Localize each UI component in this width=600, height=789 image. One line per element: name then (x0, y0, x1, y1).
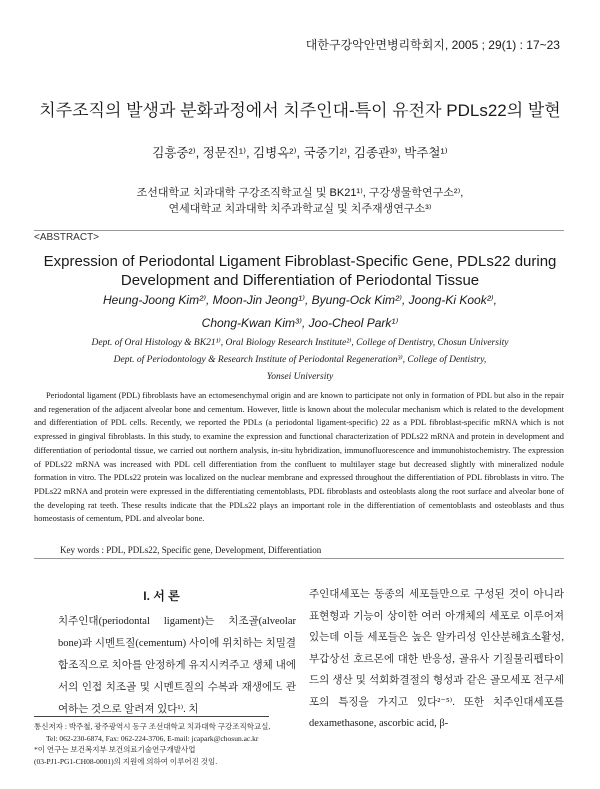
korean-affiliation-1: 조선대학교 치과대학 구강조직학교실 및 BK21¹⁾, 구강생물학연구소²⁾, (136, 187, 464, 199)
abstract-label: <ABSTRACT> (34, 232, 100, 243)
footnote-line-1: 통신저자 : 박주철, 광주광역시 동구 조선대학교 치과대학 구강조직학교실, (34, 722, 271, 731)
abstract-body: Periodontal ligament (PDL) fibroblasts have an ectomesenchymal origin and are known to participate not only in formation of PDL but also in the repair and regeneration of the adjacent alveolar bone and cementum. However, little is known about the molecular mechanism which is related to the development and differentiation of PDL cells. Recently, we reported the PDLs (a periodontal ligament-specific) 22 as a PDL fibroblast-specific mRNA which is not expressed in gingival fibroblasts. In this study, to examine the expression and functional characterization of PDLs22 mRNA and protein in development and differentiation of periodontal tissue, we carried out northern analysis, in-situ hybridization, immunofluorescence and immunohistochemistry. The expression of PDLs22 mRNA was increased with PDL cell differentiation from the confluent to multilayer stage but decreased slightly with mineralized nodule formation in vitro. The PDLs22 protein was localized on the nuclear membrane and expressed throughout the differentiation of PDL fibroblasts in vitro. The PDLs22 mRNA and protein were expressed in the differentiating cementoblasts, PDL fibroblasts and osteoblasts along the root surface and alveolar bone of the developing rat teeth. These results indicate that the PDLs22 plays an important role in the differentiation of cementoblasts and osteoblasts and thus homeostasis of cementum, PDL and alveolar bone. (34, 391, 564, 524)
english-authors-line-2: Chong-Kwan Kim³⁾, Joo-Cheol Park¹⁾ (201, 316, 399, 330)
english-affiliation-2: Dept. of Periodontology & Research Institute of Periodontal Regeneration³⁾, College of Dentistry, (113, 355, 487, 365)
abstract-top-rule (34, 230, 564, 231)
english-affiliation-1: Dept. of Oral Histology & BK21¹⁾, Oral Biology Research Institute²⁾, College of Dentistry, Chosun University (91, 338, 509, 348)
intro-left-column: 치주인대(periodontal ligament)는 치조골(alveolar bone)과 시멘트질(cementum) 사이에 위치하는 치밀결합조직으로 치아를 안정하게 유지시켜주고 생체 내에서의 인접 치조골 및 시멘트질의 수복과 재생에도 관여하는 것으로 알려져 있다¹⁾. 치 (58, 616, 296, 715)
journal-header: 대한구강악안면병리학회지, 2005 ; 29(1) : 17~23 (305, 38, 560, 52)
section-heading-introduction: I. 서 론 (143, 589, 180, 603)
english-affiliation-3: Yonsei University (266, 372, 334, 382)
korean-title: 치주조직의 발생과 분화과정에서 치주인대-특이 유전자 PDLs22의 발현 (39, 101, 561, 120)
korean-affiliation-2: 연세대학교 치과대학 치주과학교실 및 치주재생연구소³⁾ (168, 203, 432, 215)
footnote (34, 721, 304, 767)
footnote-rule (34, 716, 269, 717)
intro-right-column: 주인대세포는 동종의 세포들만으로 구성된 것이 아니라 표현형과 기능이 상이한 여러 아개체의 세포로 이루어져 있는데 이들 세포들은 높은 알카리성 인산분해효소활성, 부갑상선 호르몬에 대한 반응성, 골유사 기질물리펩타이드의 생산 및 석회화결절의 형성과 같은 골모세포 전구세포의 특징을 가지고 있다²⁻⁵⁾. 또한 치주인대세포를 dexamethasone, ascorbic acid, β- (309, 589, 564, 729)
english-title: Expression of Periodontal Ligament Fibroblast-Specific Gene, PDLs22 during Development and Differentiation of Periodontal Tissue (43, 253, 557, 289)
english-authors-line-1: Heung-Joong Kim²⁾, Moon-Jin Jeong¹⁾, Byung-Ock Kim²⁾, Joong-Ki Kook²⁾, (103, 293, 497, 307)
footnote-line-2: Tel: 062-230-6874, Fax: 062-224-3706, E-mail: jcapark@chosun.ac.kr (46, 733, 259, 743)
keywords: Key words : PDL, PDLs22, Specific gene, Development, Differentiation (60, 545, 322, 555)
footnote-line-4: (03-PJ1-PG1-CH08-0001)의 지원에 의하여 이루어진 것임. (34, 756, 218, 766)
korean-authors: 김흥중²⁾, 정문진¹⁾, 김병옥²⁾, 국중기²⁾, 김종관³⁾, 박주철¹⁾ (152, 146, 448, 160)
footnote-line-3: *이 연구는 보건복지부 보건의료기술연구개발사업 (34, 745, 196, 754)
abstract-bottom-rule (34, 558, 564, 559)
